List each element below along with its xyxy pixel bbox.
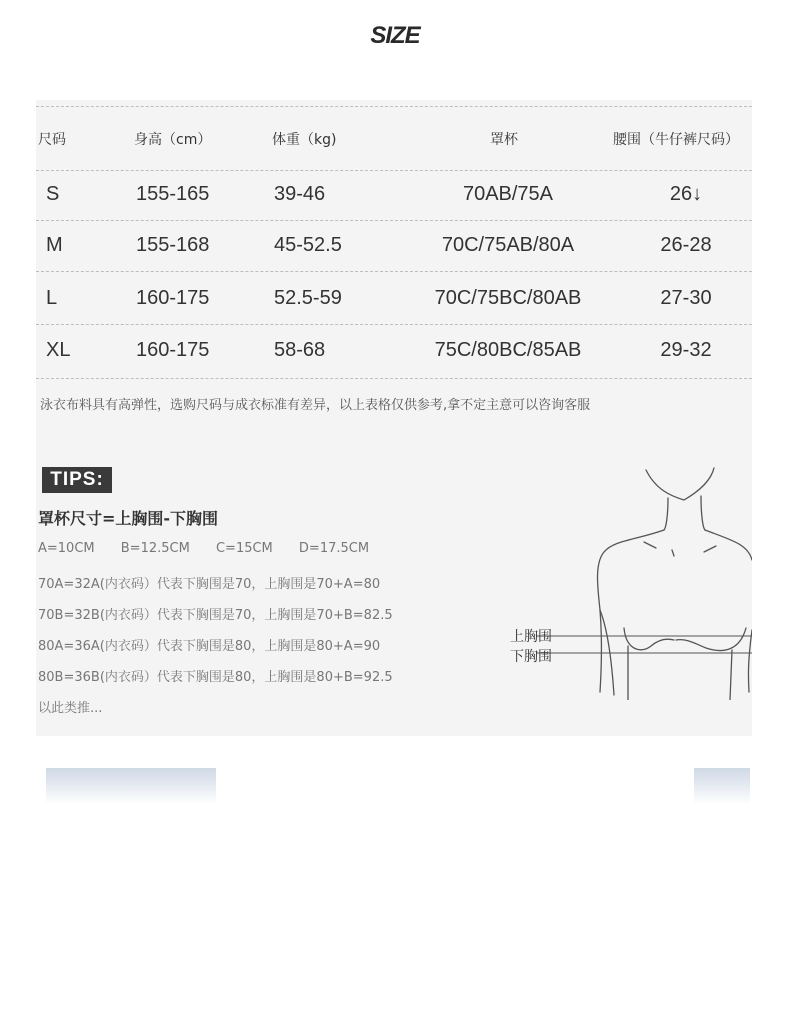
upper-bust-label: 上胸围 — [510, 629, 552, 645]
cell-weight: 58-68 — [274, 339, 326, 361]
under-bust-label: 下胸围 — [510, 649, 552, 665]
header-height: 身高（cm） — [134, 132, 212, 148]
example-line: 80A=36A(内衣码）代表下胸围是80，上胸围是80+A=90 — [38, 639, 381, 654]
cup-definition: B=12.5CM — [120, 541, 190, 556]
page-title: SIZE — [370, 22, 420, 49]
cup-definition: A=10CM — [38, 541, 95, 556]
cell-waist: 27-30 — [660, 287, 712, 309]
example-line: 70A=32A(内衣码）代表下胸围是70，上胸围是70+A=80 — [38, 577, 381, 592]
header-size: 尺码 — [38, 132, 66, 148]
divider — [36, 324, 752, 325]
example-line: 以此类推... — [38, 701, 103, 716]
example-line: 70B=32B(内衣码）代表下胸围是70，上胸围是70+B=82.5 — [38, 608, 393, 623]
divider — [36, 170, 752, 171]
cell-weight: 39-46 — [274, 183, 326, 205]
size-note: 泳衣布料具有高弹性，选购尺码与成衣标准有差异，以上表格仅供参考,拿不定主意可以咨询客服 — [40, 398, 591, 413]
divider — [36, 106, 752, 107]
divider — [36, 220, 752, 221]
cup-definitions — [38, 541, 391, 556]
cell-waist: 26-28 — [660, 234, 712, 256]
cell-waist: 29-32 — [660, 339, 712, 361]
tips-badge: TIPS: — [42, 467, 112, 493]
cell-size: XL — [46, 339, 71, 361]
header-weight: 体重（kg) — [272, 132, 337, 148]
header-waist: 腰围（牛仔裤尺码） — [613, 132, 739, 148]
cell-size: L — [46, 287, 58, 309]
cell-cup: 70C/75BC/80AB — [434, 287, 582, 309]
divider — [36, 271, 752, 272]
cell-cup: 75C/80BC/85AB — [434, 339, 582, 361]
cell-height: 160-175 — [136, 339, 210, 361]
header-cup: 罩杯 — [490, 132, 518, 148]
cup-definition: C=15CM — [215, 541, 273, 556]
cell-height: 160-175 — [136, 287, 210, 309]
cell-weight: 52.5-59 — [274, 287, 342, 309]
cell-size: M — [46, 234, 63, 256]
cell-cup: 70AB/75A — [462, 183, 554, 205]
cell-cup: 70C/75AB/80A — [441, 234, 575, 256]
size-chart-panel — [36, 100, 752, 736]
cell-weight: 45-52.5 — [274, 234, 342, 256]
cup-definition: D=17.5CM — [298, 541, 370, 556]
cell-height: 155-165 — [136, 183, 210, 205]
cell-size: S — [46, 183, 60, 205]
example-line: 80B=36B(内衣码）代表下胸围是80，上胸围是80+B=92.5 — [38, 670, 393, 685]
cup-formula: 罩杯尺寸=上胸围-下胸围 — [38, 509, 219, 528]
product-photo-fade — [694, 768, 750, 804]
product-photo-fade — [46, 768, 216, 804]
cell-waist: 26↓ — [669, 183, 703, 205]
cell-height: 155-168 — [136, 234, 210, 256]
divider — [36, 378, 752, 379]
